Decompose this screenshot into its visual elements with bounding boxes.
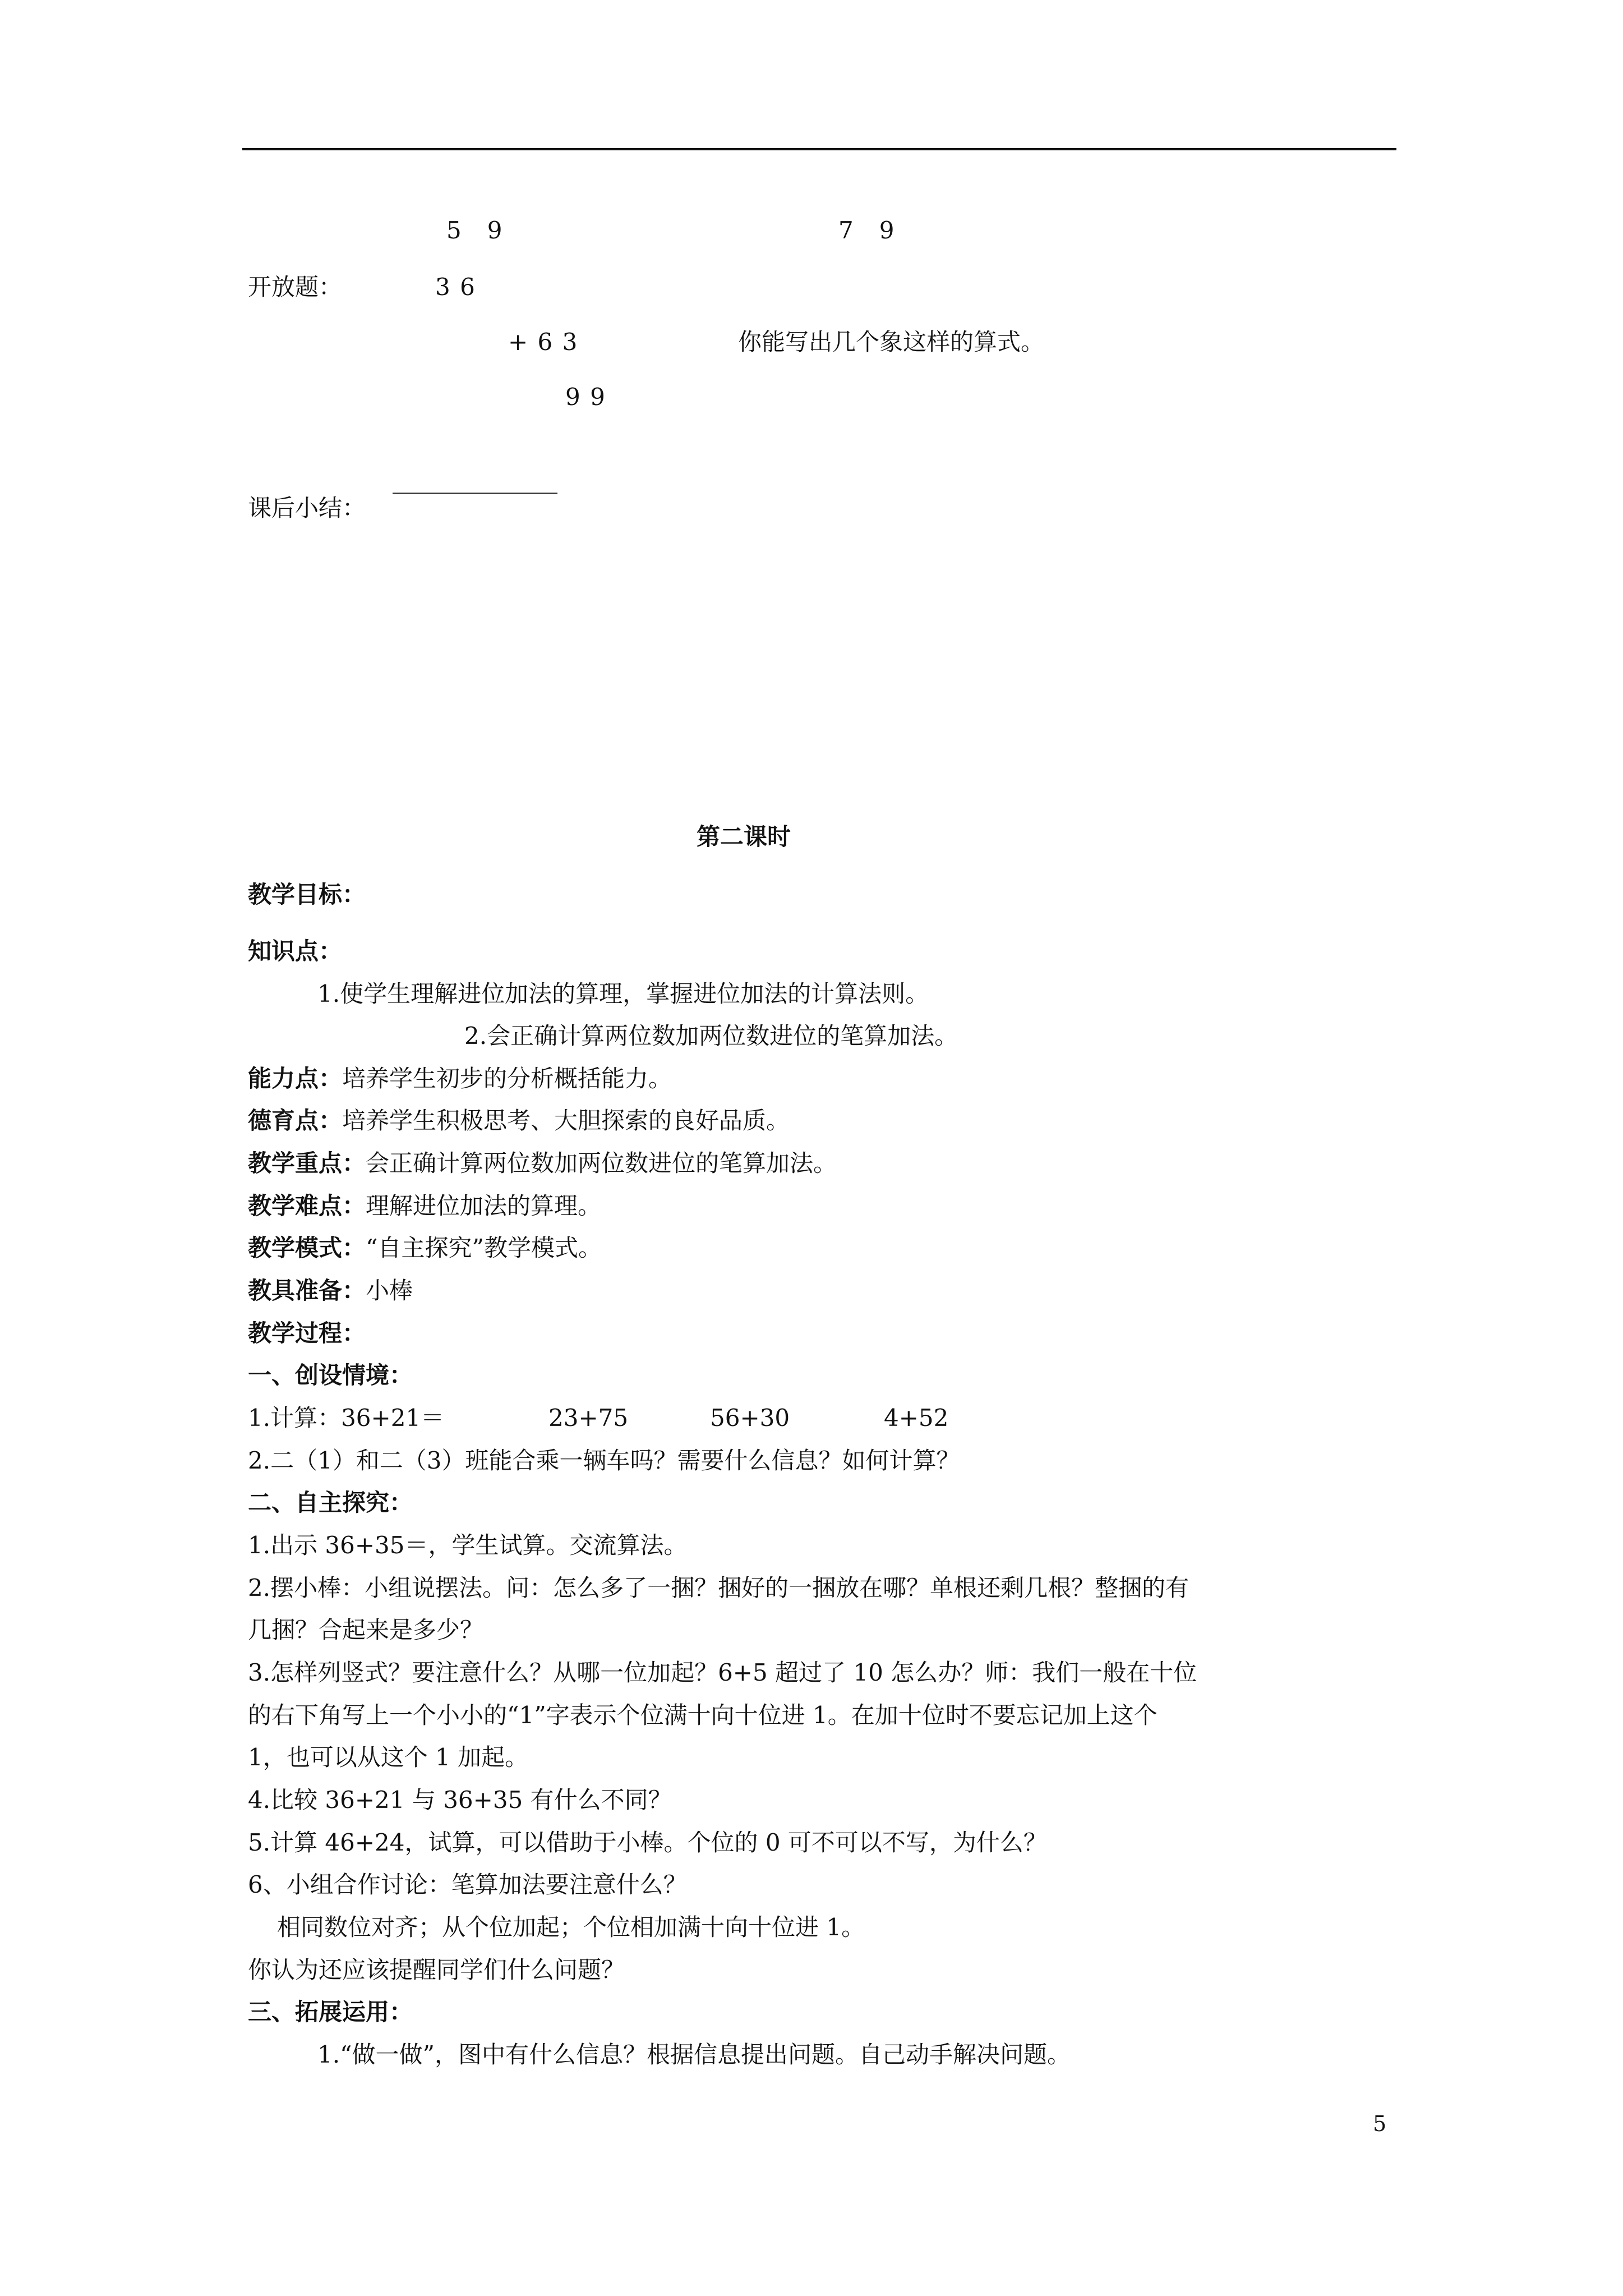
- difficulty-label: 教学难点：: [248, 1192, 366, 1220]
- section-2-line-1: 1.出示 36+35＝，学生试算。交流算法。: [248, 1531, 688, 1559]
- summary-blank: ‾‾‾‾‾‾‾‾‾‾‾‾‾‾: [393, 489, 557, 516]
- lesson-title: 第二课时: [697, 823, 791, 850]
- moral-label: 德育点：: [248, 1107, 343, 1134]
- section-2-line-4: 4.比较 36+21 与 36+35 有什么不同？: [248, 1786, 672, 1814]
- section-2-line-7: 相同数位对齐；从个位加起；个位相加满十向十位进 1。: [277, 1913, 865, 1941]
- addend-2: + 6 3: [508, 328, 579, 356]
- mode-text: “自主探究”教学模式。: [366, 1234, 602, 1262]
- addend-1: 3 6: [435, 273, 476, 301]
- key-point-label: 教学重点：: [248, 1149, 366, 1177]
- difficulty-text: 理解进位加法的算理。: [366, 1192, 602, 1220]
- digits-5-9: 5 9: [446, 217, 504, 244]
- section-2-heading: 二、自主探究：: [248, 1489, 413, 1516]
- knowledge-point-1: 1.使学生理解进位加法的算理，掌握进位加法的计算法则。: [317, 980, 929, 1007]
- ability-text: 培养学生初步的分析概括能力。: [342, 1065, 672, 1092]
- open-question-label: 开放题：: [248, 273, 343, 301]
- sum: 9 9: [565, 383, 606, 411]
- goals-heading: 教学目标：: [248, 881, 366, 908]
- section-2-line-6: 6、小组合作讨论：笔算加法要注意什么？: [248, 1871, 687, 1898]
- ability-label: 能力点：: [248, 1065, 343, 1092]
- section-2-line-3a: 3.怎样列竖式？要注意什么？从哪一位加起？6+5 超过了 10 怎么办？师：我们一般在十位: [248, 1659, 1197, 1686]
- section-2-line-8: 你认为还应该提醒同学们什么问题？: [248, 1956, 625, 1984]
- summary-label: 课后小结：: [248, 494, 366, 522]
- section-3-heading: 三、拓展运用：: [248, 1998, 413, 2026]
- calc-item-2: 23+75: [548, 1404, 629, 1432]
- tools-label: 教具准备：: [248, 1277, 366, 1304]
- tools-text: 小棒: [366, 1277, 413, 1304]
- process-heading: 教学过程：: [248, 1319, 366, 1347]
- section-2-line-3b: 的右下角写上一个小小的“1”字表示个位满十向十位进 1。在加十位时不要忘记加上这个: [248, 1701, 1158, 1729]
- knowledge-point-2: 2.会正确计算两位数加两位数进位的笔算加法。: [464, 1022, 958, 1050]
- calc-item-3: 56+30: [710, 1404, 790, 1432]
- mode-row: [248, 1231, 602, 1265]
- section-1-heading: 一、创设情境：: [248, 1361, 413, 1389]
- mode-label: 教学模式：: [248, 1234, 366, 1262]
- section-2-line-3c: 1，也可以从这个 1 加起。: [248, 1743, 529, 1771]
- header-rule: [242, 148, 1396, 150]
- section-2-line-2a: 2.摆小棒：小组说摆法。问：怎么多了一捆？捆好的一捆放在哪？单根还剩几根？整捆的有: [248, 1574, 1189, 1602]
- moral-text: 培养学生积极思考、大胆探索的良好品质。: [342, 1107, 790, 1134]
- section-3-line-1: 1.“做一做”，图中有什么信息？根据信息提出问题。自己动手解决问题。: [317, 2041, 1071, 2068]
- calc-item-4: 4+52: [884, 1404, 949, 1432]
- tools-row: [248, 1274, 413, 1308]
- section-2-line-5: 5.计算 46+24，试算，可以借助于小棒。个位的 0 可不可以不写，为什么？: [248, 1829, 1047, 1856]
- difficulty-row: [248, 1189, 601, 1223]
- section-1-line-2: 2.二（1）和二（3）班能合乘一辆车吗？需要什么信息？如何计算？: [248, 1447, 960, 1474]
- calc-item-1: 1.计算：36+21＝: [248, 1404, 445, 1432]
- page-number: 5: [1373, 2111, 1387, 2136]
- knowledge-heading: 知识点：: [248, 937, 343, 965]
- key-point-text: 会正确计算两位数加两位数进位的笔算加法。: [366, 1149, 837, 1177]
- section-2-line-2b: 几捆？合起来是多少？: [248, 1616, 484, 1644]
- key-point-row: [248, 1147, 837, 1180]
- ability-row: [248, 1062, 672, 1096]
- open-question-prompt: 你能写出几个象这样的算式。: [738, 328, 1045, 356]
- moral-row: [248, 1104, 790, 1138]
- digits-7-9: 7 9: [838, 217, 896, 244]
